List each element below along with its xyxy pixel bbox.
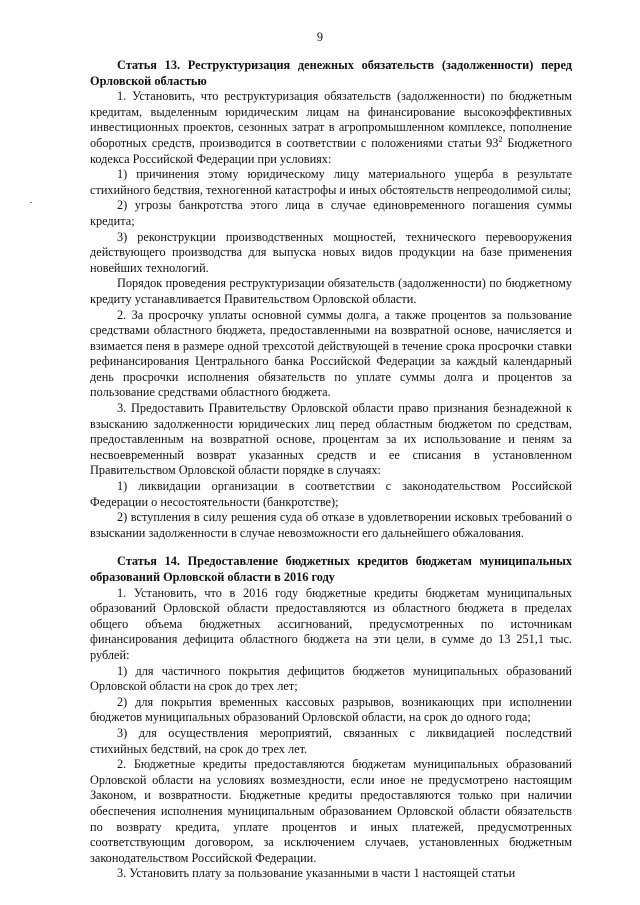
document-body — [90, 58, 572, 882]
article-14-part-3: 3. Установить плату за пользование указанными в части 1 настоящей статьи — [117, 866, 516, 881]
article-13-condition-1: 1) причинения этому юридическому лицу материального ущерба в результате стихийного бедствия, техногенной катастрофы и иных обстоятельств непреодолимой силы; — [90, 167, 572, 197]
article-13-part-1 — [90, 89, 572, 167]
page-number: 9 — [316, 30, 324, 44]
article-gap — [90, 541, 572, 554]
article-14-part-1-item-2: 2) для покрытия временных кассовых разрывов, возникающих при исполнении бюджетов муниципальных образований Орловской области, на срок до одного года; — [90, 694, 572, 725]
article-14-part-1-item-1: 1) для частичного покрытия дефицитов бюджетов муниципальных образований Орловской области на срок до трех лет; — [90, 663, 572, 694]
article-13-part-3: 3. Предоставить Правительству Орловской области право признания безнадежной к взысканию задолженности юридических лиц перед областным бюджетом по средствам, предоставленным на возвратной основе, процентам за их использование и пеням за несвоевременный возврат указанных средств и ее списания в установленном Правительством Орловской области порядке в случаях: — [90, 401, 572, 478]
article-14-part-1-item-3: 3) для осуществления мероприятий, связанных с ликвидацией последствий стихийных бедствий, на срок до трех лет. — [90, 725, 572, 756]
article-13-part-2: 2. За просрочку уплаты основной суммы долга, а также процентов за пользование средствами областного бюджета, предоставленными на возвратной основе, начисляется и взимается пеня в размере одной трехсотой действующей в течение срока просрочки ставки рефинансирования Центрального банка Российской Федерации за каждый календарный день просрочки исполнения обязательств по уплате суммы долга и процентов за пользование средствами областного бюджета. — [90, 307, 572, 400]
article-13-part-1-text-end: Бюджетного кодекса Российской Федерации при условиях: — [90, 135, 572, 166]
article-13-part-3-case-2: 2) вступления в силу решения суда об отказе в удовлетворении исковых требований о взыскании задолженности в случае невозможности его дальнейшего обжалования. — [90, 510, 572, 540]
article-14-heading: Статья 14. Предоставление бюджетных кредитов бюджетам муниципальных образований Орловской области в 2016 году — [90, 554, 572, 584]
article-13-order: Порядок проведения реструктуризации обязательств (задолженности) по бюджетному кредиту устанавливается Правительством Орловской области. — [90, 276, 572, 306]
article-13-part-3-case-1: 1) ликвидации организации в соответствии с законодательством Российской Федерации о несостоятельности (банкротстве); — [90, 479, 572, 509]
article-13-heading: Статья 13. Реструктуризация денежных обязательств (задолженности) перед Орловской областью — [90, 58, 572, 88]
article-13-part-1-text: 1. Установить, что реструктуризация обязательств (задолженности) по бюджетным кредитам, выделенным юридическим лицам на финансирование высокоэффективных инвестиционных проектов, сезонных затрат в агропромышленном комплексе, пополнение оборотных средств, производится в соответствии с положениями статьи 93 — [90, 89, 572, 150]
article-13-part-1-superscript: 2 — [498, 134, 503, 144]
article-14-part-2: 2. Бюджетные кредиты предоставляются бюджетам муниципальных образований Орловской области на условиях возмездности, если иное не предусмотрено настоящим Законом, и возвратности. Бюджетные кредиты предоставляются только при наличии обеспечения исполнения муниципальным образованием Орловской области обязательств по возврату кредита, уплате процентов и иных платежей, предусмотренных соответствующим договором, за исключением случаев, установленных бюджетным законодательством Российской Федерации. — [90, 757, 572, 865]
margin-mark — [30, 202, 32, 203]
article-14-part-1: 1. Установить, что в 2016 году бюджетные кредиты бюджетам муниципальных образований Орловской области предоставляются из областного бюджета в пределах общего объема бюджетных ассигнований, предусмотренных по источникам финансирования дефицита областного бюджета на эти цели, в сумме до 13 251,1 тыс. рублей: — [90, 585, 572, 662]
article-13-condition-3: 3) реконструкции производственных мощностей, технического перевооружения действующего производства для выпуска новых видов продукции на базе применения новейших технологий. — [90, 229, 572, 275]
article-13-condition-2: 2) угрозы банкротства этого лица в случае единовременного погашения суммы кредита; — [90, 198, 572, 228]
